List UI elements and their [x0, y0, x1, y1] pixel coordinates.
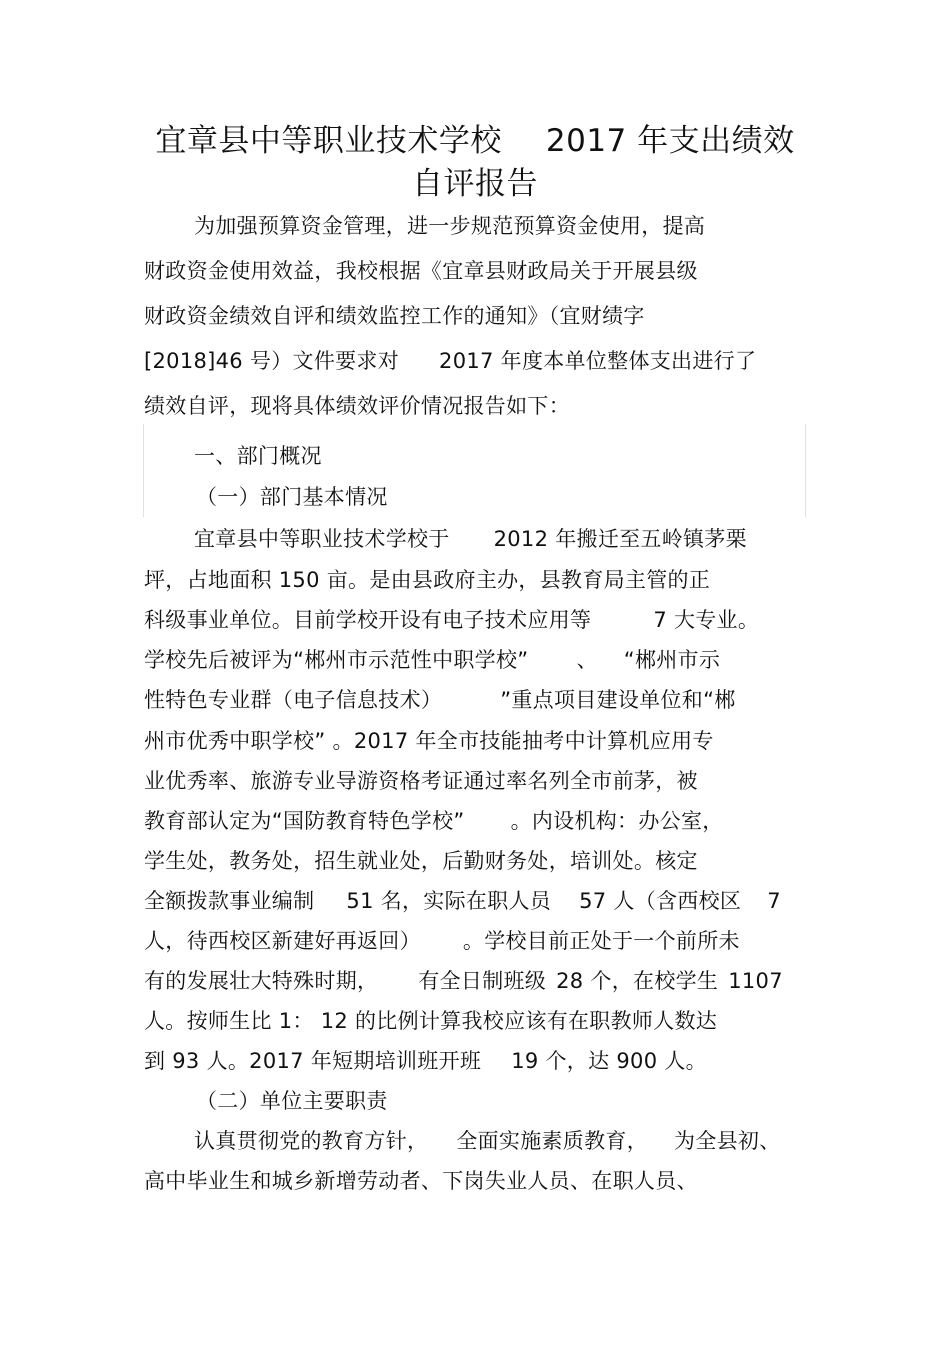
body1-line-3-b: 7 大专业。	[653, 608, 760, 632]
body2-line-1-c: 为全县初、	[674, 1129, 781, 1153]
intro-line-4	[144, 346, 756, 376]
intro-line-1: 为加强预算资金管理，进一步规范预算资金使用，提高	[194, 214, 706, 238]
body1-line-4-a: 学校先后被评为“郴州市示范性中职学校”	[144, 648, 529, 672]
body1-line-10-d: 7	[767, 889, 781, 913]
body1-line-12-c: 28 个，在校学生	[556, 969, 719, 993]
body1-line-12-d: 1107	[728, 969, 783, 993]
body1-line-2: 坪，占地面积 150 亩。是由县政府主办，县教育局主管的正	[144, 568, 711, 592]
body1-line-6: 州市优秀中职学校” 。2017 年全市技能抽考中计算机应用专	[144, 729, 714, 753]
report-title-line1	[120, 120, 830, 162]
body1-line-13: 人。按师生比 1： 12 的比例计算我校应该有在职教师人数达	[144, 1009, 718, 1033]
title-part-a: 宜章县中等职业技术学校	[155, 123, 502, 159]
body1-line-7: 业优秀率、旅游专业导游资格考证通过率名列全市前茅，被	[144, 769, 698, 793]
intro-line-5: 绩效自评，现将具体绩效评价情况报告如下：	[144, 394, 570, 418]
body2-line-2: 高中毕业生和城乡新增劳动者、下岗失业人员、在职人员、	[144, 1169, 698, 1193]
section-heading-1: 一、部门概况	[194, 444, 322, 468]
body1-line-1-b: 2012 年搬迁至五岭镇茅栗	[493, 527, 747, 551]
intro-line-2: 财政资金使用效益，我校根据《宜章县财政局关于开展县级	[144, 259, 698, 283]
body1-line-4-c: “郴州市示	[623, 648, 721, 672]
report-title-line2: 自评报告	[412, 166, 538, 202]
intro-line-3: 财政资金绩效自评和绩效监控工作的通知》（宜财绩字	[144, 304, 645, 328]
body1-line-1-a: 宜章县中等职业技术学校于	[194, 527, 450, 551]
body1-line-1	[194, 524, 747, 554]
body1-line-5	[144, 685, 736, 715]
body1-line-3-a: 科级事业单位。目前学校开设有电子技术应用等	[144, 608, 592, 632]
body1-line-10-b: 51 名，实际在职人员	[346, 889, 552, 913]
body1-line-12	[144, 966, 783, 996]
body1-line-11-b: 。学校目前正处于一个前所未	[462, 929, 740, 953]
body1-line-14	[144, 1046, 707, 1076]
body1-line-10-c: 57 人（含西校区	[579, 889, 742, 913]
body1-line-5-b: ”重点项目建设单位和“郴	[500, 688, 736, 712]
body1-line-4	[144, 645, 720, 675]
subsection-heading-1-2: （二）单位主要职责	[196, 1089, 388, 1113]
body1-line-10	[144, 886, 781, 916]
body2-line-1	[194, 1126, 781, 1156]
body1-line-5-a: 性特色专业群（电子信息技术）	[144, 688, 443, 712]
body2-line-1-a: 认真贯彻党的教育方针，	[194, 1129, 429, 1153]
body1-line-12-b: 有全日制班级	[418, 969, 547, 993]
title-part-b: 2017 年支出绩效	[545, 123, 795, 159]
body2-line-1-b: 全面实施素质教育，	[456, 1129, 649, 1153]
body1-line-11-a: 人，待西校区新建好再返回）	[144, 929, 421, 953]
body1-line-8-a: 教育部认定为“国防教育特色学校”	[144, 809, 465, 833]
body1-line-14-a: 到 93 人。2017 年短期培训班开班	[144, 1049, 482, 1073]
body1-line-14-b: 19 个，达 900 人。	[511, 1049, 707, 1073]
body1-line-8	[144, 806, 724, 836]
section-box-right-edge	[805, 424, 806, 517]
body1-line-9: 学生处，教务处，招生就业处，后勤财务处，培训处。核定	[144, 849, 698, 873]
body1-line-3	[144, 605, 759, 635]
body1-line-8-b: 。内设机构：办公室，	[510, 809, 724, 833]
body1-line-10-a: 全额拨款事业编制	[144, 889, 315, 913]
body1-line-12-a: 有的发展壮大特殊时期，	[144, 969, 379, 993]
subsection-heading-1-1: （一）部门基本情况	[196, 485, 388, 509]
section-box-left-edge	[143, 424, 144, 517]
body1-line-11	[144, 926, 740, 956]
intro-line-4-a: [2018]46 号）文件要求对	[144, 349, 400, 373]
body1-line-4-b: 、	[576, 648, 598, 672]
intro-line-4-b: 2017 年度本单位整体支出进行了	[439, 349, 757, 373]
